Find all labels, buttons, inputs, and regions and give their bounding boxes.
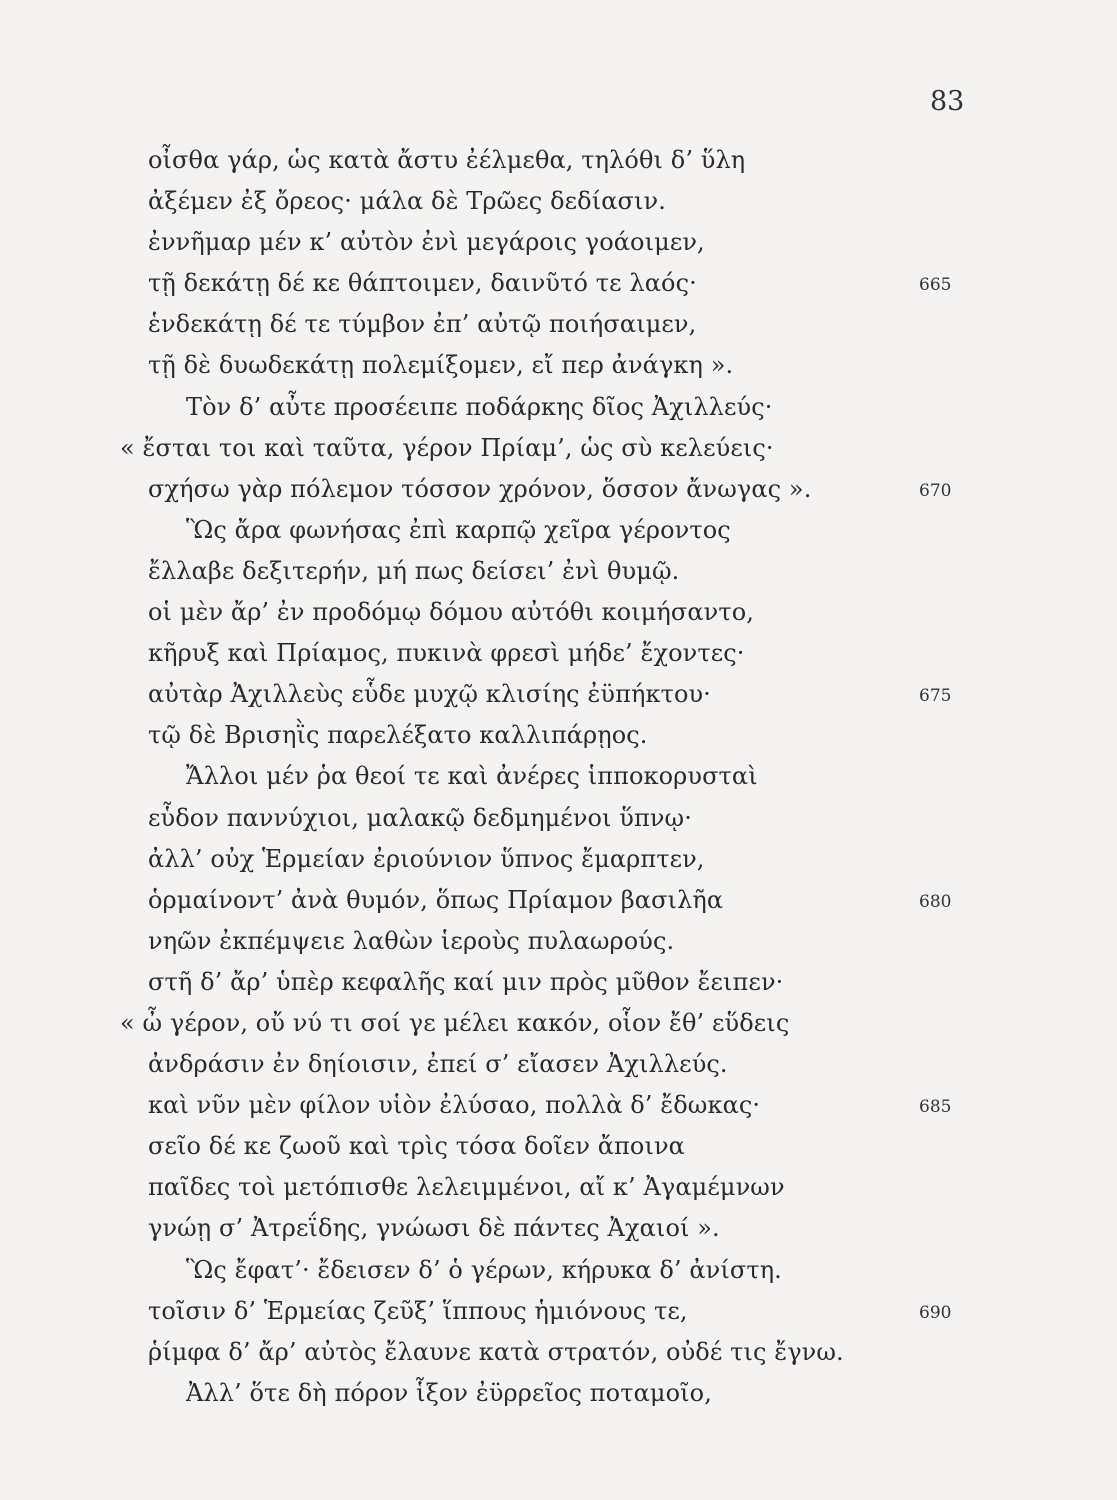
verse-line: [0, 1126, 1117, 1167]
verse-text: ἑνδεκάτῃ δέ τε τύμβον ἐπ’ αὐτῷ ποιήσαιμεν,: [148, 310, 697, 339]
verse-text: ῥίμφα δ’ ἄρ’ αὐτὸς ἔλαυνε κατὰ στρατόν, οὐδέ τις ἔγνω.: [148, 1337, 844, 1366]
line-number: 670: [919, 480, 952, 501]
verse-text: Ἄλλοι μέν ῥα θεοί τε καὶ ἀνέρες ἱπποκορυσταὶ: [186, 762, 758, 791]
verse-text: « ἔσται τοι καὶ ταῦτα, γέρον Πρίαμ’, ὡς σὺ κελεύεις·: [120, 433, 774, 462]
verse-line: [0, 633, 1117, 674]
verse-line: [0, 551, 1117, 592]
verse-line: [0, 510, 1117, 551]
verse-text: οἱ μὲν ἄρ’ ἐν προδόμῳ δόμου αὐτόθι κοιμήσαντο,: [148, 598, 755, 627]
verse-line: [0, 1373, 1117, 1414]
verse-text: τοῖσιν δ’ Ἑρμείας ζεῦξ’ ἵππους ἡμιόνους τε,: [148, 1296, 688, 1325]
verse-text: νηῶν ἐκπέμψειε λαθὼν ἱεροὺς πυλαωρούς.: [148, 926, 675, 955]
verse-line: [0, 222, 1117, 263]
verse-line: [0, 1208, 1117, 1249]
verse-line: [0, 428, 1117, 469]
verse-text: Ὣς ἄρα φωνήσας ἐπὶ καρπῷ χεῖρα γέροντος: [186, 515, 731, 544]
verse-line: [0, 304, 1117, 345]
verse-text: σχήσω γὰρ πόλεμον τόσσον χρόνον, ὅσσον ἄνωγας ».: [148, 474, 812, 503]
verse-text: στῆ δ’ ἄρ’ ὑπὲρ κεφαλῆς καί μιν πρὸς μῦθον ἔειπεν·: [148, 967, 784, 996]
verse-line: [0, 1332, 1117, 1373]
verse-text: γνώῃ σ’ Ἀτρεΐδης, γνώωσι δὲ πάντες Ἀχαιοί ».: [148, 1214, 720, 1243]
verse-line: [0, 756, 1117, 797]
verse-text: « ὦ γέρον, οὔ νύ τι σοί γε μέλει κακόν, οἷον ἔθ’ εὕδεις: [120, 1008, 790, 1037]
verse-line: [0, 880, 1117, 921]
verse-text: ἀλλ’ οὐχ Ἑρμείαν ἐριούνιον ὕπνος ἔμαρπτεν,: [148, 844, 705, 873]
line-number: 675: [919, 686, 952, 707]
verse-line: [0, 1044, 1117, 1085]
verse-text: οἶσθα γάρ, ὡς κατὰ ἄστυ ἐέλμεθα, τηλόθι δ’ ὕλη: [148, 146, 746, 174]
verse-line: [0, 1085, 1117, 1126]
verse-text: παῖδες τοὶ μετόπισθε λελειμμένοι, αἴ κ’ Ἀγαμέμνων: [148, 1173, 785, 1202]
line-number: 690: [919, 1302, 952, 1323]
verse-text: Ὣς ἔφατ’· ἔδεισεν δ’ ὁ γέρων, κήρυκα δ’ ἀνίστη.: [186, 1255, 782, 1284]
verse-text: ἀνδράσιν ἐν δηίοισιν, ἐπεί σ’ εἴασεν Ἀχιλλεύς.: [148, 1050, 728, 1079]
line-number: 665: [919, 275, 952, 296]
verse-text: ἀξέμεν ἐξ ὄρεος· μάλα δὲ Τρῶες δεδίασιν.: [148, 187, 666, 216]
verse-line: [0, 181, 1117, 222]
verse-text: ἔλλαβε δεξιτερήν, μή πως δείσει’ ἐνὶ θυμῷ.: [148, 556, 680, 585]
verse-line: [0, 469, 1117, 510]
verse-line: [0, 1003, 1117, 1044]
verse-text: Ἀλλ’ ὅτε δὴ πόρον ἷξον ἐϋρρεῖος ποταμοῖο,: [186, 1378, 712, 1407]
verse-text: ὁρμαίνοντ’ ἀνὰ θυμόν, ὅπως Πρίαμον βασιλῆα: [148, 885, 724, 914]
verse-line: [0, 263, 1117, 304]
verse-text: σεῖο δέ κε ζωοῦ καὶ τρὶς τόσα δοῖεν ἄποινα: [148, 1132, 685, 1161]
verse-text: τῷ δὲ Βρισηῒς παρελέξατο καλλιπάρῃος.: [148, 721, 648, 750]
verse-line: [0, 715, 1117, 756]
verse-text: καὶ νῦν μὲν φίλον υἱὸν ἐλύσαο, πολλὰ δ’ ἔδωκας·: [148, 1091, 761, 1120]
verse-text: Τὸν δ’ αὖτε προσέειπε ποδάρκης δῖος Ἀχιλλεύς·: [186, 392, 773, 421]
verse-line: [0, 345, 1117, 386]
verse-line: [0, 674, 1117, 715]
verse-text: τῇ δεκάτῃ δέ κε θάπτοιμεν, δαινῦτό τε λαός·: [148, 269, 697, 298]
line-number: 685: [919, 1097, 952, 1118]
verse-line: [0, 592, 1117, 633]
verse-text: ἐννῆμαρ μέν κ’ αὐτὸν ἐνὶ μεγάροις γοάοιμεν,: [148, 228, 705, 257]
verse-text: κῆρυξ καὶ Πρίαμος, πυκινὰ φρεσὶ μήδε’ ἔχοντες·: [148, 639, 745, 668]
verse-line: [0, 962, 1117, 1003]
verse-line: [0, 140, 1117, 181]
verse-line: [0, 387, 1117, 428]
verse-line: [0, 921, 1117, 962]
verse-line: [0, 1167, 1117, 1208]
verse-line: [0, 839, 1117, 880]
verse-list: [0, 140, 1117, 1414]
verse-line: [0, 798, 1117, 839]
line-number: 680: [919, 891, 952, 912]
page-number: 83: [930, 86, 965, 117]
verse-line: [0, 1250, 1117, 1291]
verse-text: εὗδον παννύχιοι, μαλακῷ δεδμημένοι ὕπνῳ·: [148, 803, 692, 832]
verse-text: τῇ δὲ δυωδεκάτῃ πολεμίξομεν, εἴ περ ἀνάγκη ».: [148, 351, 734, 380]
verse-line: [0, 1291, 1117, 1332]
verse-text: αὐτὰρ Ἀχιλλεὺς εὗδε μυχῷ κλισίης ἐϋπήκτου·: [148, 680, 711, 709]
